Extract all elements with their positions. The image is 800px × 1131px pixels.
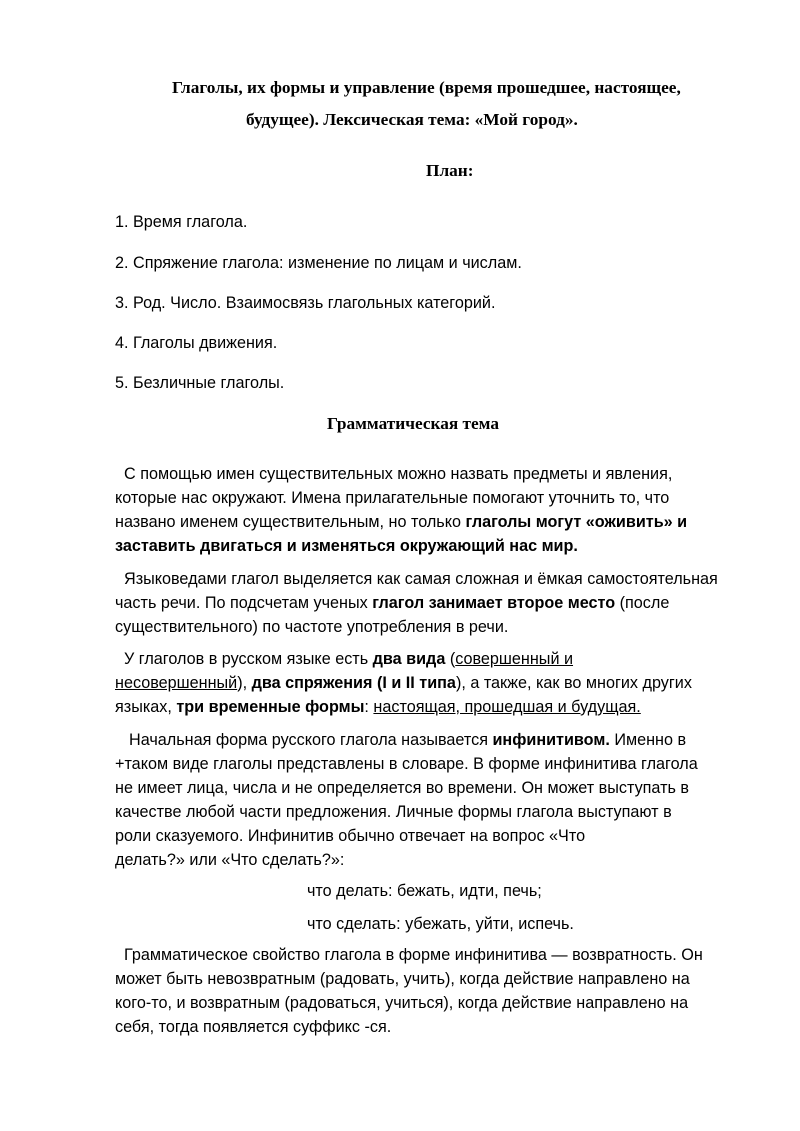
paragraph-3-line [115, 674, 692, 693]
paragraph-4-line: качестве любой части предложения. Личные формы глагола выступают в [115, 803, 672, 821]
text-run: ( [445, 650, 456, 668]
plan-item: 5. Безличные глаголы. [115, 374, 285, 392]
plan-item: 2. Спряжение глагола: изменение по лицам и числам. [115, 254, 522, 272]
plan-item: 4. Глаголы движения. [115, 334, 278, 352]
text-run: : [364, 698, 374, 716]
text-run: языках, [115, 698, 177, 716]
grammar-heading: Грамматическая тема [327, 414, 499, 433]
text-run: Именно в [609, 731, 687, 749]
paragraph-3-line [115, 698, 641, 717]
title-line-1: Глаголы, их формы и управление (время прошедшее, настоящее, [172, 78, 681, 97]
paragraph-2-line [115, 594, 669, 613]
plan-item: 1. Время глагола. [115, 213, 248, 231]
text-run: названо именем существительным, но только [115, 513, 466, 531]
underlined-text: несовершенный [115, 674, 238, 692]
bold-text: два вида [372, 650, 446, 668]
text-run: (после [615, 594, 670, 612]
example-line: что делать: бежать, идти, печь; [307, 882, 542, 900]
paragraph-2-line: существительного) по частоте употребления в речи. [115, 618, 509, 636]
paragraph-1-line [115, 537, 578, 556]
underlined-text: совершенный и [455, 650, 574, 668]
plan-item: 3. Род. Число. Взаимосвязь глагольных категорий. [115, 294, 496, 312]
plan-heading: План: [426, 161, 474, 180]
paragraph-4-line: +таком виде глаголы представлены в словаре. В форме инфинитива глагола [115, 755, 698, 773]
paragraph-5-line: кого-то, и возвратным (радоваться, учиться), когда действие направлено на [115, 994, 689, 1012]
title-line-2: будущее). Лексическая тема: «Мой город». [246, 110, 578, 129]
text-run: Начальная форма русского глагола называется [129, 731, 493, 749]
bold-text: инфинитивом. [492, 731, 610, 749]
text-run: У глаголов в русском языке есть [124, 650, 373, 668]
paragraph-1-line: которые нас окружают. Имена прилагательные помогают уточнить то, что [115, 489, 670, 507]
paragraph-5-line: себя, тогда появляется суффикс -ся. [115, 1018, 392, 1036]
underlined-text: настоящая, прошедшая и будущая. [373, 698, 641, 716]
paragraph-5-line: Грамматическое свойство глагола в форме инфинитива — возвратность. Он [124, 946, 703, 964]
paragraph-3-line [124, 650, 573, 669]
paragraph-2-line: Языковедами глагол выделяется как самая сложная и ёмкая самостоятельная [124, 570, 718, 588]
bold-text: три временные формы [176, 698, 365, 716]
text-run: ), [237, 674, 252, 692]
paragraph-4-line: роли сказуемого. Инфинитив обычно отвечает на вопрос «Что [115, 827, 586, 845]
paragraph-4-line [129, 731, 686, 750]
bold-text: заставить двигаться и изменяться окружающий нас мир. [115, 537, 578, 555]
bold-text: глагол занимает второе место [372, 594, 616, 612]
bold-text: глаголы могут «оживить» и [465, 513, 688, 531]
text-run: ), а также, как во многих других [455, 674, 692, 692]
paragraph-1-line: С помощью имен существительных можно назвать предметы и явления, [124, 465, 673, 483]
paragraph-5-line: может быть невозвратным (радовать, учить), когда действие направлено на [115, 970, 690, 988]
example-line: что сделать: убежать, уйти, испечь. [307, 915, 574, 933]
paragraph-4-line: не имеет лица, числа и не определяется во времени. Он может выступать в [115, 779, 690, 797]
paragraph-4-line: делать?» или «Что сделать?»: [115, 851, 345, 869]
text-run: часть речи. По подсчетам ученых [115, 594, 373, 612]
paragraph-1-line [115, 513, 687, 532]
bold-text: два спряжения (I и II типа [251, 674, 456, 692]
